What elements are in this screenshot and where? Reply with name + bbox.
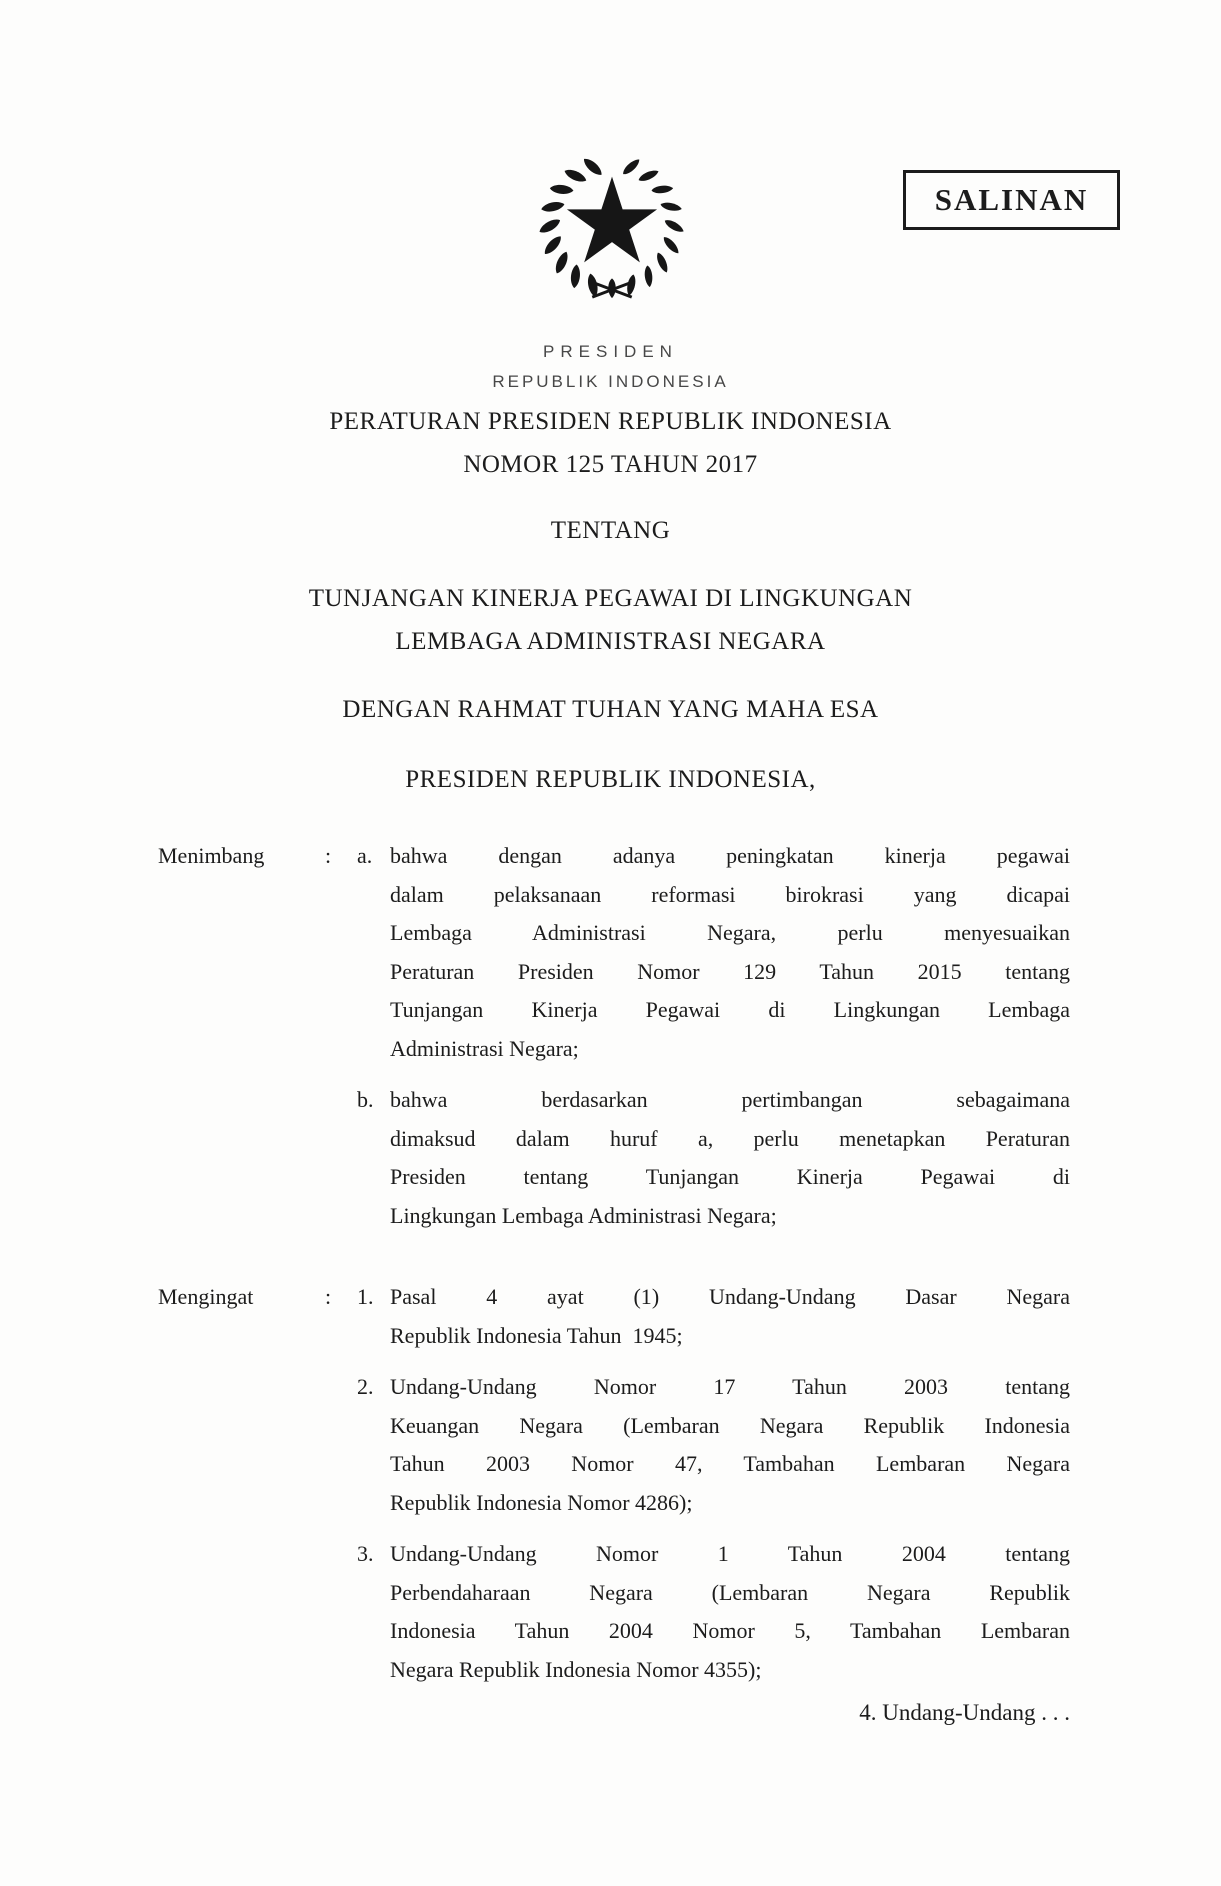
legal-basis-item-2 (357, 1368, 1070, 1522)
legal-basis-item-3 (357, 1535, 1070, 1689)
catchword: 4. Undang-Undang . . . (859, 1700, 1070, 1725)
legal-basis-item-1 (357, 1278, 1070, 1355)
item-line: Lembaga Administrasi Negara, perlu menyesuaikan (390, 920, 1070, 945)
item-line: Undang-Undang Nomor 17 Tahun 2003 tentang (390, 1374, 1070, 1399)
body-block (158, 837, 1070, 1689)
letterhead-republik-indonesia: REPUBLIK INDONESIA (492, 372, 729, 391)
salinan-stamp-label: SALINAN (934, 182, 1089, 217)
item-line: Tahun 2003 Nomor 47, Tambahan Lembaran Negara (390, 1451, 1070, 1476)
item-line: bahwa berdasarkan pertimbangan sebagaimana (390, 1087, 1070, 1112)
letterhead (0, 337, 1221, 397)
item-line: Perbendaharaan Negara (Lembaran Negara Republik (390, 1579, 1070, 1605)
invocation-line: DENGAN RAHMAT TUHAN YANG MAHA ESA (342, 696, 879, 723)
item-line: Lingkungan Lembaga Administrasi Negara; (390, 1202, 777, 1228)
section-label: Mengingat (158, 1284, 254, 1309)
letterhead-presiden: PRESIDEN (543, 342, 678, 361)
item-line: Negara Republik Indonesia Nomor 4355); (390, 1656, 762, 1682)
item-line: Administrasi Negara; (390, 1035, 579, 1061)
item-line: dimaksud dalam huruf a, perlu menetapkan Peraturan (390, 1125, 1070, 1151)
tentang-line: TENTANG (550, 517, 671, 544)
item-line: Presiden tentang Tunjangan Kinerja Pegawai di (390, 1164, 1070, 1189)
section-menimbang (158, 837, 1070, 1235)
enacting-authority-line: PRESIDEN REPUBLIK INDONESIA, (405, 766, 816, 793)
item-line: Undang-Undang Nomor 1 Tahun 2004 tentang (390, 1541, 1070, 1566)
item-marker: 2. (357, 1374, 374, 1399)
item-marker: b. (357, 1087, 374, 1112)
consideration-item-b (357, 1081, 1070, 1235)
item-marker: 3. (357, 1541, 374, 1566)
section-colon: : (325, 1284, 332, 1309)
regulation-number-line: NOMOR 125 TAHUN 2017 (463, 451, 758, 478)
item-line: Indonesia Tahun 2004 Nomor 5, Tambahan Lembaran (390, 1618, 1070, 1643)
presidential-emblem-icon (533, 147, 691, 305)
item-line: Peraturan Presiden Nomor 129 Tahun 2015 tentang (390, 958, 1070, 984)
item-line: Keuangan Negara (Lembaran Negara Republik Indonesia (390, 1412, 1070, 1438)
subject-block (0, 577, 1221, 663)
consideration-item-a (357, 837, 1070, 1068)
item-line: Republik Indonesia Tahun 1945; (390, 1322, 683, 1348)
item-line: dalam pelaksanaan reformasi birokrasi yang dicapai (390, 881, 1070, 907)
item-marker: 1. (357, 1284, 374, 1309)
section-mengingat (158, 1278, 1070, 1689)
regulation-title-line: PERATURAN PRESIDEN REPUBLIK INDONESIA (329, 408, 892, 435)
section-colon: : (325, 843, 332, 868)
item-line: bahwa dengan adanya peningkatan kinerja pegawai (390, 843, 1070, 868)
item-line: Tunjangan Kinerja Pegawai di Lingkungan Lembaga (390, 997, 1070, 1022)
subject-line-1: TUNJANGAN KINERJA PEGAWAI DI LINGKUNGAN (308, 585, 913, 612)
item-line: Republik Indonesia Nomor 4286); (390, 1489, 693, 1515)
section-label: Menimbang (158, 843, 265, 868)
item-marker: a. (357, 843, 373, 868)
subject-line-2: LEMBAGA ADMINISTRASI NEGARA (395, 628, 826, 655)
salinan-stamp (903, 170, 1120, 230)
item-line: Pasal 4 ayat (1) Undang-Undang Dasar Negara (390, 1284, 1070, 1309)
